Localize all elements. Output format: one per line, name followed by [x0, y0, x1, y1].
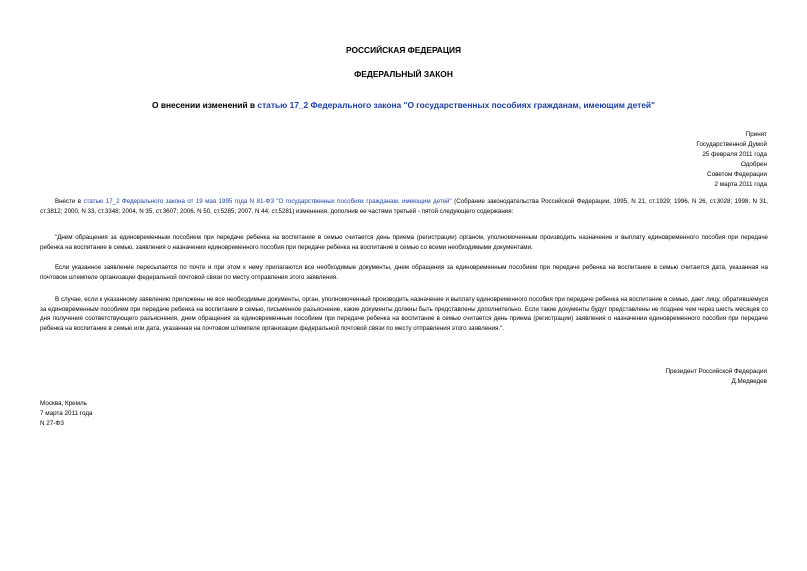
header-country: РОССИЙСКАЯ ФЕДЕРАЦИЯ — [345, 45, 462, 55]
paragraph-3: Если указанное заявление пересылается по почте и при этом к нему прилагаются все необходимые документы, днем обращения за единовременным пособием при передаче ребенка на воспитание в семью считается дата, указанная на почтовом штемпеле организации федеральной почтовой связи по месту отправления этого заявления. — [40, 264, 768, 281]
title-prefix: О внесении изменений в — [151, 100, 258, 110]
paragraph-1 — [40, 197, 768, 216]
paragraph-4: В случае, если к указанному заявлению приложены не все необходимые документы, орган, уполномоченный производить назначение и выплату единовременного пособия при передаче ребенка на воспитание в семью, дает лицу, обратившемуся за единовременным пособием при передаче ребенка на воспитание в семью, письменное разъяснение, какие документы должны быть представлены дополнительно. Если такие документы будут представлены не позднее чем через шесть месяцев со дня получения соответствующего разъяснения, днем обращения за единовременным пособием при передаче ребенка на воспитание в семью считается день приема (регистрации) заявления о назначении единовременного пособия при передаче ребенка на воспитание в семью или дата, указанная на почтовом штемпеле организации федеральной почтовой связи по месту отправления этого заявления.". — [40, 296, 768, 332]
document-title — [0, 100, 807, 110]
adoption-info — [696, 130, 767, 190]
signature-position: Президент Российской Федерации — [665, 368, 767, 375]
place-date-block — [40, 399, 93, 429]
signature-block — [665, 367, 767, 387]
p1-law-link[interactable]: статью 17_2 Федерального закона от 19 мая 1995 года N 81-ФЗ "О государственных пособиях гражданам, имеющим детей" — [83, 198, 452, 205]
adoption-line-2: Государственной Думой — [696, 141, 767, 148]
adoption-line-3: 25 февраля 2011 года — [702, 151, 767, 158]
paragraph-2: "Днем обращения за единовременным пособием при передаче ребенка на воспитание в семью считается день приема (регистрации) органом, уполномоченным производить назначение и выплату единовременного пособия при передаче ребенка на воспитание в семью, заявления о назначении единовременного пособия при передаче ребенка на воспитание в семью со всеми необходимыми документами. — [40, 234, 768, 251]
adoption-line-4: Одобрен — [740, 161, 767, 168]
p1-rest: (Собрание законодательства Российской Федерации, 1995, N 21, ст.1929; 1996, N 26, ст.3028; 1998, N 31, ст.3812; 2000, N 33, ст.3348; 2004, N 35, ст.3607; 2006, N 50, ст.5285; 2007, N 44, ст.5281) изменения, дополнив ее частями третьей - пятой следующего содержания: — [40, 198, 768, 215]
adoption-line-6: 2 марта 2011 года — [714, 181, 767, 188]
p1-prefix: Внести в — [55, 198, 84, 205]
header-doc-type: ФЕДЕРАЛЬНЫЙ ЗАКОН — [354, 69, 453, 79]
law-number: N 27-ФЗ — [40, 420, 64, 427]
title-article-link[interactable]: статью 17_2 Федерального закона "О государственных пособиях гражданам, имеющим детей" — [257, 100, 655, 110]
place-city: Москва, Кремль — [40, 400, 87, 407]
adoption-line-1: Принят — [745, 131, 767, 138]
place-date: 7 марта 2011 года — [40, 410, 93, 417]
signature-name: Д.Медведев — [731, 378, 767, 385]
adoption-line-5: Советом Федерации — [707, 171, 767, 178]
